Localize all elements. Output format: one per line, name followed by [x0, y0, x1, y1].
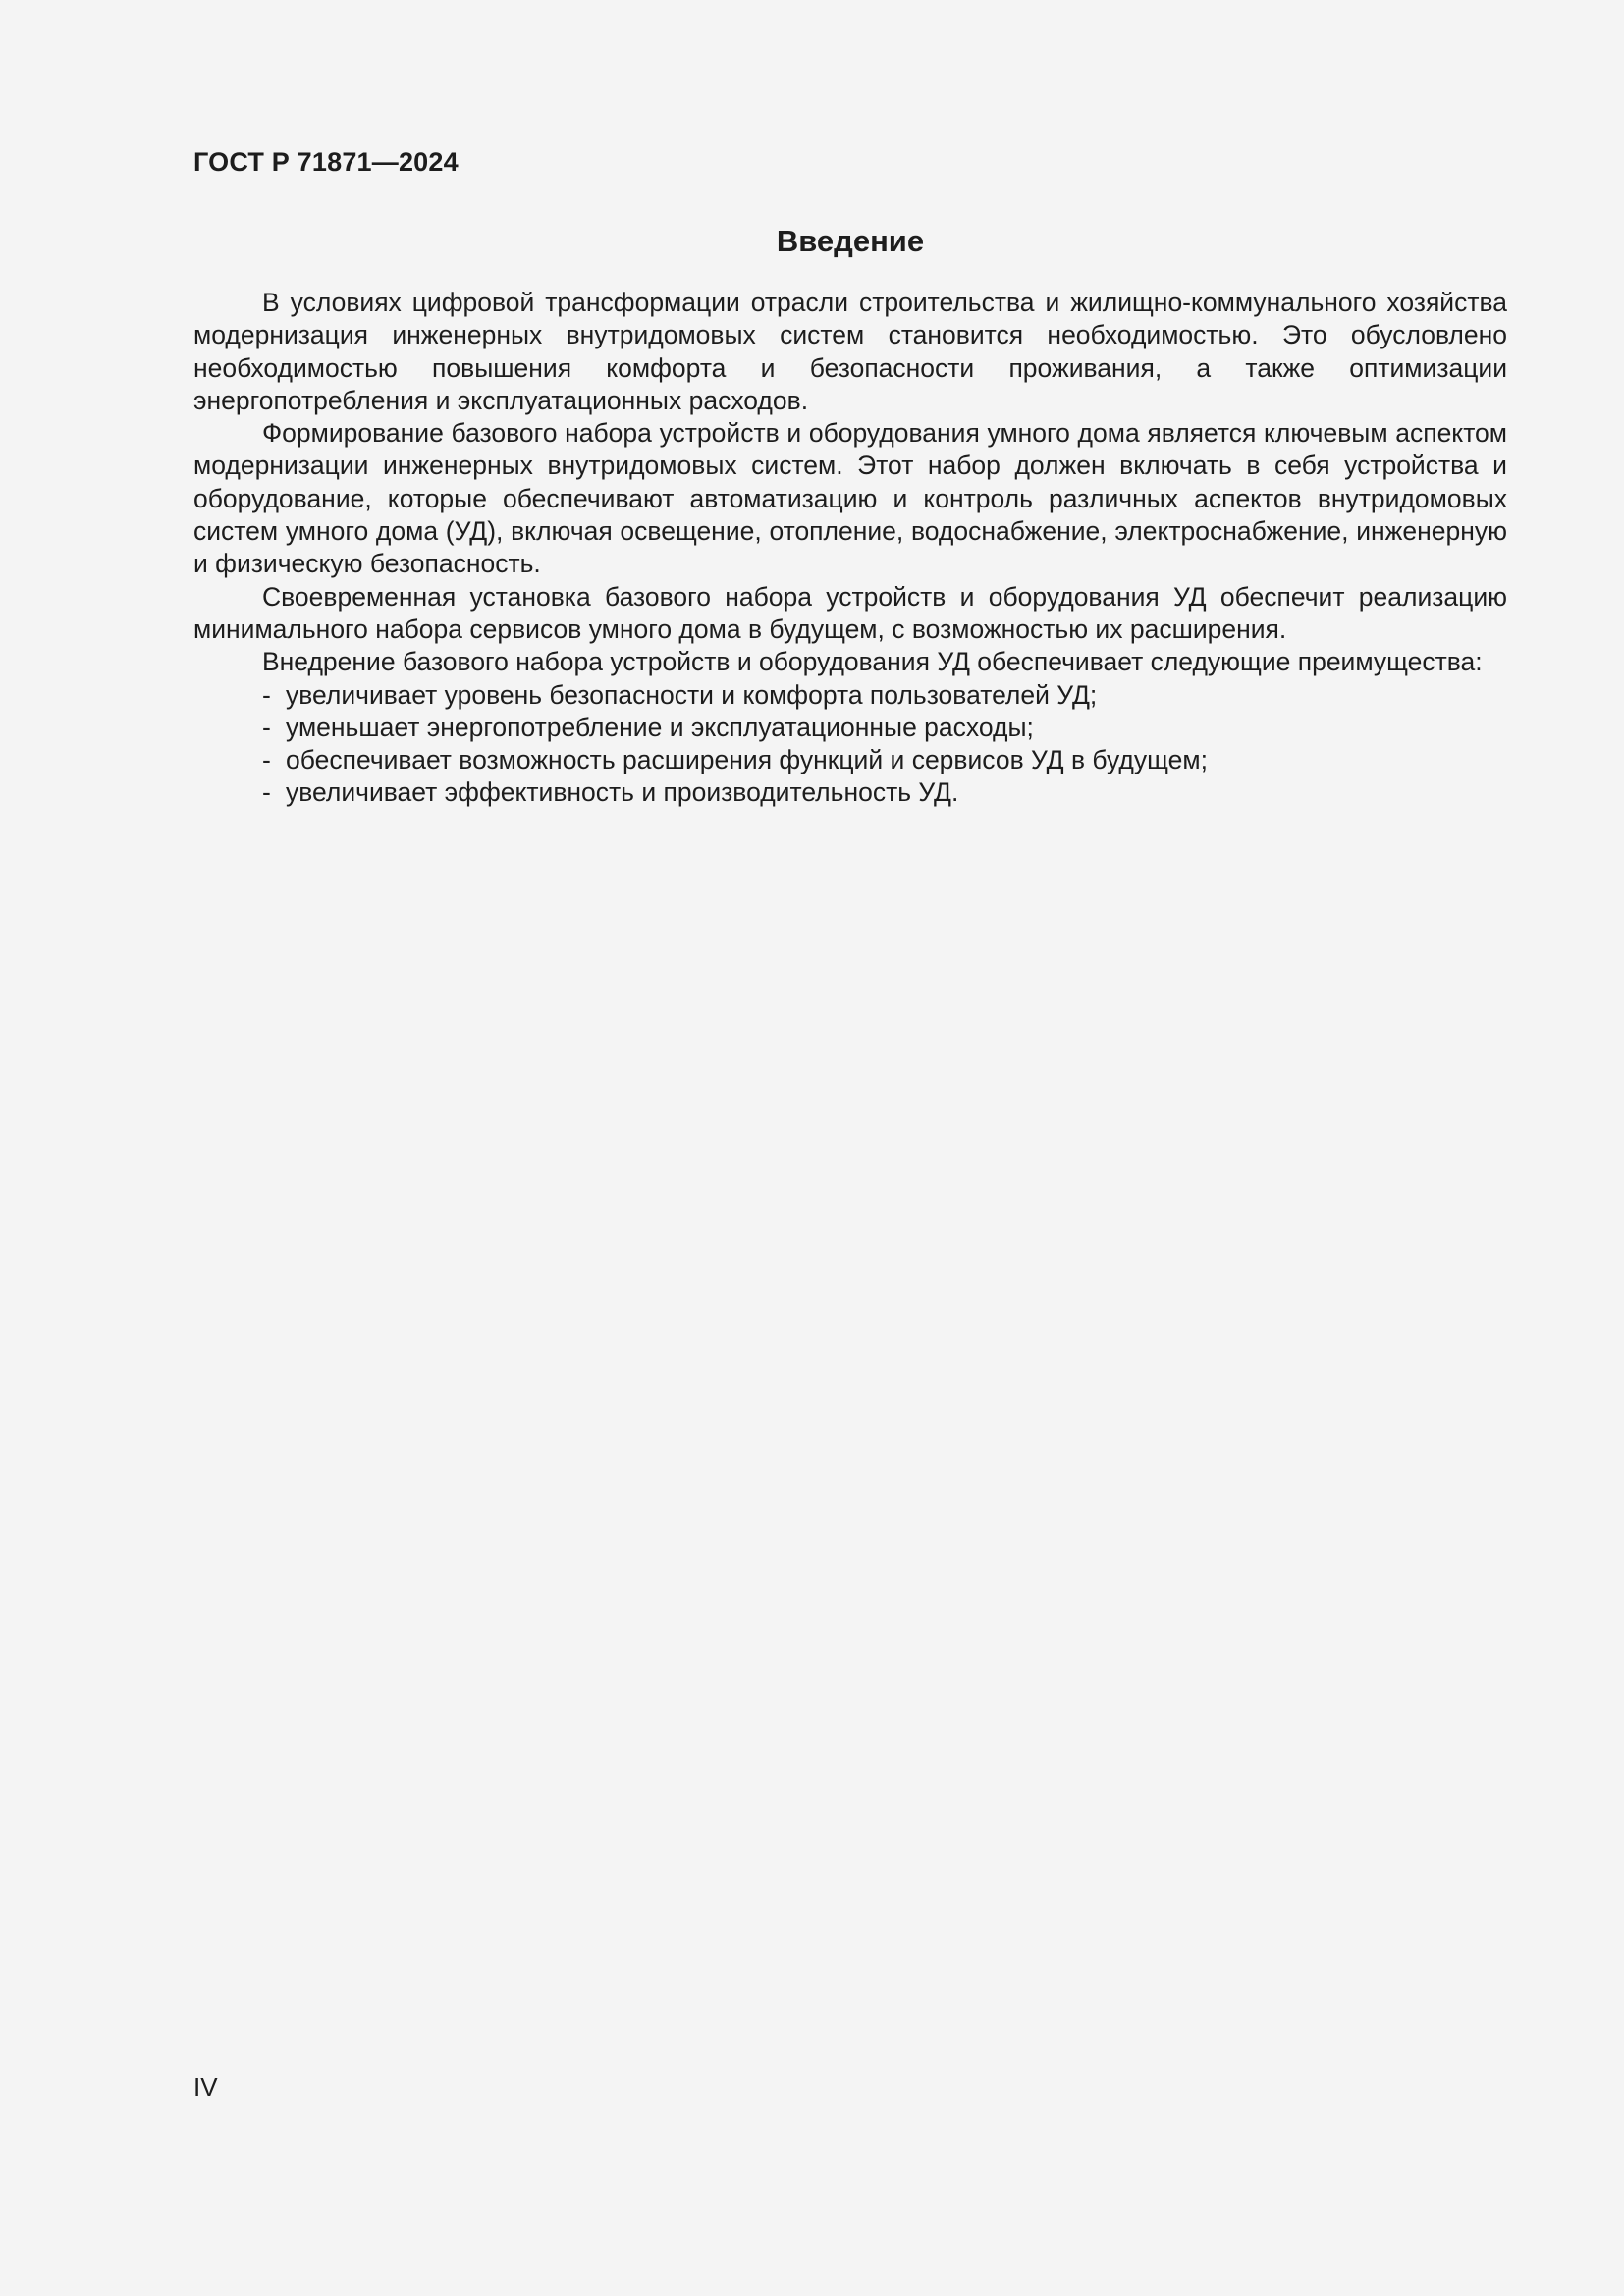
list-item-text: обеспечивает возможность расширения функций и сервисов УД в будущем;: [286, 745, 1208, 775]
page-number: IV: [193, 2072, 218, 2102]
list-item-text: увеличивает эффективность и производительность УД.: [286, 777, 959, 808]
paragraph-intro: В условиях цифровой трансформации отрасли строительства и жилищно-коммунального хозяйства модернизация инженерных внутридомовых систем становится необходимостью. Это обусловлено необходимостью повышения комфорта и безопасности проживания, а также оптимизации энергопотребления и эксплуатационных расходов.: [193, 288, 1507, 415]
bullet-marker: -: [262, 777, 271, 808]
section-title: Введение: [776, 224, 925, 258]
list-item-text: увеличивает уровень безопасности и комфорта пользователей УД;: [286, 679, 1098, 710]
benefits-list: [193, 679, 1507, 810]
document-header: ГОСТ Р 71871—2024: [193, 147, 459, 177]
list-item-text: уменьшает энергопотребление и эксплуатационные расходы;: [286, 712, 1034, 742]
list-item: [193, 776, 1507, 809]
bullet-marker: -: [262, 712, 271, 742]
paragraph-base-set: Формирование базового набора устройств и оборудования умного дома является ключевым аспектом модернизации инженерных внутридомовых систем. Этот набор должен включать в себя устройства и оборудование, которые обеспечивают автоматизацию и контроль различных аспектов внутридомовых систем умного дома (УД), включая освещение, отопление, водоснабжение, электроснабжение, инженерную и физическую безопасность.: [193, 418, 1507, 579]
list-item: [193, 679, 1507, 712]
bullet-marker: -: [262, 679, 271, 710]
document-body: [193, 287, 1507, 810]
list-item: [193, 712, 1507, 744]
paragraph-installation: Своевременная установка базового набора устройств и оборудования УД обеспечит реализацию минимального набора сервисов умного дома в будущем, с возможностью их расширения.: [193, 581, 1507, 644]
list-item: [193, 744, 1507, 776]
paragraph-benefits-intro: Внедрение базового набора устройств и оборудования УД обеспечивает следующие преимущества:: [262, 647, 1483, 677]
bullet-marker: -: [262, 745, 271, 775]
